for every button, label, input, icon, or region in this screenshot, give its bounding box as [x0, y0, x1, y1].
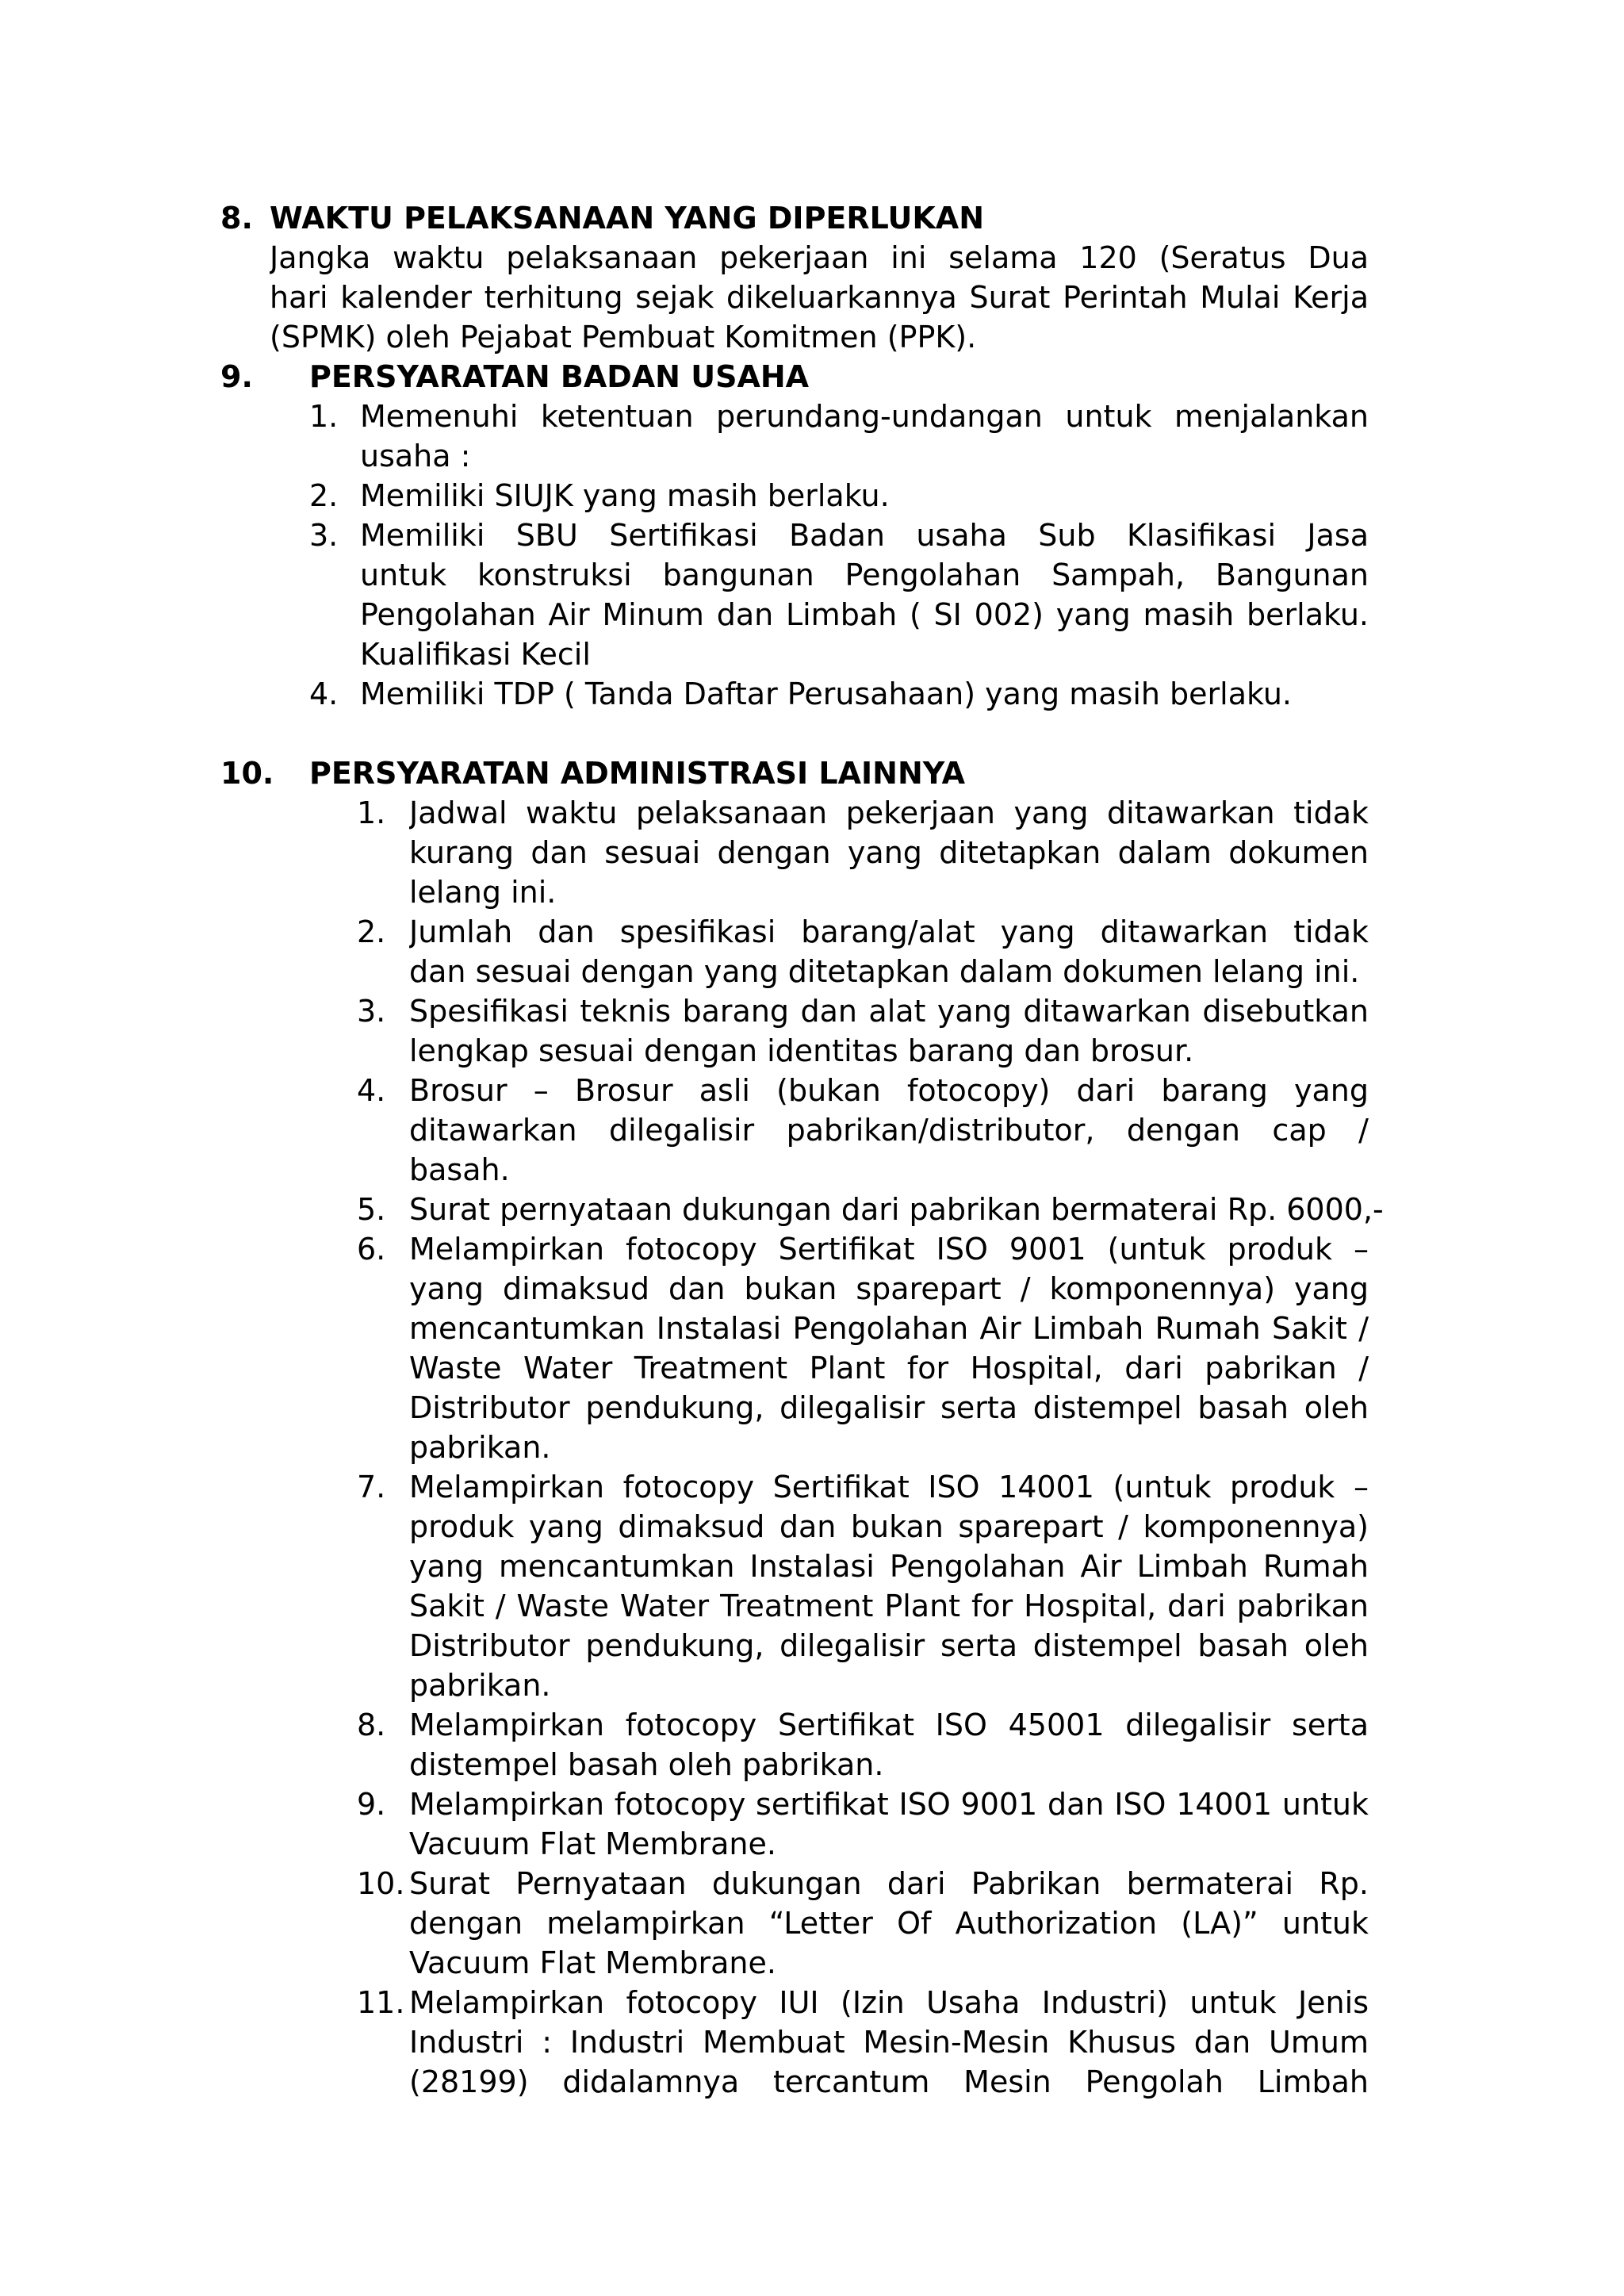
list-item-line: produk yang dimaksud dan bukan sparepart / komponennya)	[409, 1509, 1369, 1544]
list-item-line: Pengolahan Air Minum dan Limbah ( SI 002) yang masih berlaku.	[360, 597, 1369, 632]
list-item-line: yang dimaksud dan bukan sparepart / komponennya) yang	[409, 1271, 1369, 1306]
section-8-line: hari kalender terhitung sejak dikeluarkannya Surat Perintah Mulai Kerja	[270, 280, 1369, 315]
list-item-line: Distributor pendukung, dilegalisir serta distempel basah oleh	[409, 1390, 1369, 1425]
list-item-line: lengkap sesuai dengan identitas barang dan brosur.	[409, 1033, 1194, 1068]
list-item-line: Vacuum Flat Membrane.	[409, 1945, 776, 1980]
list-item-line: Jadwal waktu pelaksanaan pekerjaan yang ditawarkan tidak	[409, 795, 1369, 830]
list-item-line: yang mencantumkan Instalasi Pengolahan Air Limbah Rumah	[409, 1549, 1369, 1584]
list-item-number: 5.	[357, 1192, 386, 1227]
section-9-title: PERSYARATAN BADAN USAHA	[309, 359, 810, 394]
list-item-line: Memiliki TDP ( Tanda Daftar Perusahaan) yang masih berlaku.	[360, 677, 1293, 711]
list-item-line: Melampirkan fotocopy sertifikat ISO 9001 dan ISO 14001 untuk	[409, 1787, 1369, 1822]
list-item-line: usaha :	[360, 439, 471, 473]
list-item-number: 11.	[357, 1985, 405, 2020]
list-item-line: Surat pernyataan dukungan dari pabrikan bermaterai Rp. 6000,-	[409, 1192, 1384, 1227]
list-item-number: 9.	[357, 1787, 386, 1822]
section-8-line: (SPMK) oleh Pejabat Pembuat Komitmen (PPK).	[270, 320, 977, 355]
list-item-line: pabrikan.	[409, 1668, 551, 1703]
list-item-line: Surat Pernyataan dukungan dari Pabrikan bermaterai Rp.	[409, 1866, 1369, 1901]
list-item-line: Melampirkan fotocopy IUI (Izin Usaha Industri) untuk Jenis	[409, 1985, 1369, 2020]
list-item-number: 2.	[309, 478, 339, 513]
section-8-title: WAKTU PELAKSANAAN YANG DIPERLUKAN	[270, 201, 985, 236]
list-item-line: basah.	[409, 1152, 510, 1187]
list-item-line: dan sesuai dengan yang ditetapkan dalam dokumen lelang ini.	[409, 954, 1360, 989]
list-item-line: Distributor pendukung, dilegalisir serta distempel basah oleh	[409, 1628, 1369, 1663]
list-item-number: 2.	[357, 914, 386, 949]
list-item-line: Memenuhi ketentuan perundang-undangan untuk menjalankan	[360, 399, 1369, 434]
section-10-title: PERSYARATAN ADMINISTRASI LAINNYA	[309, 756, 966, 791]
list-item-number: 4.	[309, 677, 339, 711]
section-9-number: 9.	[220, 359, 253, 394]
list-item-line: Jumlah dan spesifikasi barang/alat yang ditawarkan tidak	[409, 914, 1369, 949]
list-item-line: distempel basah oleh pabrikan.	[409, 1747, 884, 1782]
list-item-number: 3.	[309, 518, 339, 553]
list-item-line: dengan melampirkan “Letter Of Authorization (LA)” untuk	[409, 1906, 1369, 1941]
list-item-number: 3.	[357, 994, 386, 1029]
list-item-number: 10.	[357, 1866, 405, 1901]
list-item-line: Industri : Industri Membuat Mesin-Mesin Khusus dan Umum	[409, 2025, 1369, 2060]
list-item-line: Spesifikasi teknis barang dan alat yang ditawarkan disebutkan	[409, 994, 1369, 1029]
section-8-number: 8.	[220, 201, 253, 236]
list-item-line: Brosur – Brosur asli (bukan fotocopy) dari barang yang	[409, 1073, 1369, 1108]
list-item-line: Waste Water Treatment Plant for Hospital, dari pabrikan /	[409, 1351, 1369, 1386]
list-item-line: pabrikan.	[409, 1430, 551, 1465]
list-item-number: 7.	[357, 1470, 386, 1504]
list-item-line: mencantumkan Instalasi Pengolahan Air Limbah Rumah Sakit /	[409, 1311, 1369, 1346]
list-item-line: untuk konstruksi bangunan Pengolahan Sampah, Bangunan	[360, 558, 1369, 592]
list-item-line: lelang ini.	[409, 875, 557, 910]
list-item-line: Melampirkan fotocopy Sertifikat ISO 9001 (untuk produk –	[409, 1232, 1369, 1267]
list-item-line: Kualifikasi Kecil	[360, 637, 591, 672]
list-item-number: 1.	[309, 399, 339, 434]
list-item-line: Melampirkan fotocopy Sertifikat ISO 14001 (untuk produk –	[409, 1470, 1369, 1504]
section-10-number: 10.	[220, 756, 274, 791]
list-item-number: 4.	[357, 1073, 386, 1108]
section-8-line: Jangka waktu pelaksanaan pekerjaan ini selama 120 (Seratus Dua	[270, 240, 1369, 275]
list-item-line: Melampirkan fotocopy Sertifikat ISO 45001 dilegalisir serta	[409, 1708, 1369, 1742]
list-item-line: Memiliki SBU Sertifikasi Badan usaha Sub Klasifikasi Jasa	[360, 518, 1369, 553]
list-item-line: Sakit / Waste Water Treatment Plant for Hospital, dari pabrikan	[409, 1589, 1369, 1623]
list-item-number: 6.	[357, 1232, 386, 1267]
list-item-line: ditawarkan dilegalisir pabrikan/distributor, dengan cap /	[409, 1113, 1369, 1148]
list-item-line: kurang dan sesuai dengan yang ditetapkan dalam dokumen	[409, 835, 1369, 870]
list-item-line: (28199) didalamnya tercantum Mesin Pengolah Limbah	[409, 2064, 1369, 2099]
list-item-number: 1.	[357, 795, 386, 830]
list-item-number: 8.	[357, 1708, 386, 1742]
list-item-line: Vacuum Flat Membrane.	[409, 1826, 776, 1861]
list-item-line: Memiliki SIUJK yang masih berlaku.	[360, 478, 890, 513]
